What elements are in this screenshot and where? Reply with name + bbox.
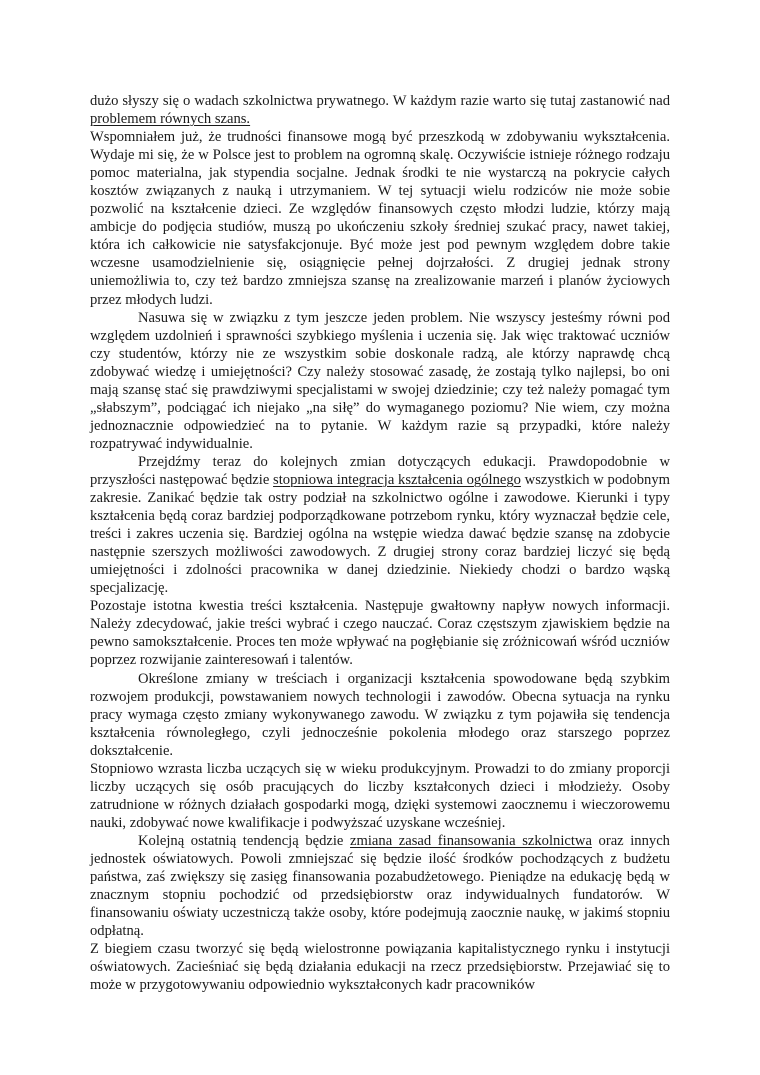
paragraph <box>90 453 670 597</box>
paragraph <box>90 128 670 308</box>
paragraph-text: Określone zmiany w treściach i organizacji kształcenia spowodowane będą szybkim rozwojem produkcji, powstawaniem nowych technologii i zawodów. Obecna sytuacja na rynku pracy wymaga często zmiany wykonywanego zawodu. W związku z tym pojawiła się tendencja kształcenia równoległego, czyli jednocześnie pokolenia młodego oraz starszego poprzez dokształcenie. <box>90 670 670 759</box>
paragraph-text: Stopniowo wzrasta liczba uczących się w wieku produkcyjnym. Prowadzi to do zmiany proporcji liczby uczących się osób pracujących do liczby kształconych dzieci i młodzieży. Osoby zatrudnione w różnych działach gospodarki mogą, dzięki systemowi zaocznemu i wieczorowemu nauki, zdobywać nowe kwalifikacje i podwyższać uzyskane wcześniej. <box>90 760 670 831</box>
paragraph <box>90 597 670 669</box>
paragraph-text: wszystkich w podobnym zakresie. Zanikać będzie tak ostry podział na szkolnictwo ogólne i zawodowe. Kierunki i typy kształcenia będą coraz bardziej podporządkowane potrzebom rynku, który wyznaczał będzie cele, treści i zakres uczenia się. Bardziej ogólna na wstępie wiedza dawać będzie szansę na zdobycie następnie szerszych możliwości zawodowych. Z drugiej strony coraz bardziej liczyć się będą umiejętności i zdolności pracownika w danej dziedzinie. Niekiedy chodzi o bardzo wąską specjalizację. <box>90 471 670 597</box>
paragraph-text: Pozostaje istotna kwestia treści kształcenia. Następuje gwałtowny napływ nowych informacji. Należy zdecydować, jakie treści wybrać i czego nauczać. Coraz częstszym zjawiskiem będzie na pewno samokształcenie. Proces ten może wpływać na pogłębianie się zróżnicowań wśród uczniów poprzez rozwijanie zainteresowań i talentów. <box>90 598 670 669</box>
paragraph <box>90 832 670 940</box>
paragraph <box>90 92 670 128</box>
paragraph-text: dużo słyszy się o wadach szkolnictwa prywatnego. W każdym razie warto się tutaj zastanowić nad <box>90 93 670 109</box>
paragraph-text: Kolejną ostatnią tendencją będzie <box>138 832 351 849</box>
paragraph <box>90 309 670 453</box>
paragraph <box>90 670 670 760</box>
paragraph-text: Nasuwa się w związku z tym jeszcze jeden problem. Nie wszyscy jesteśmy równi pod względem uzdolnień i sprawności szybkiego myślenia i uczenia się. Jak więc traktować uczniów czy studentów, którzy nie ze wszystkim sobie doskonale radzą, ale którzy naprawdę chcą zdobywać wiedzę i umiejętności? Czy należy stosować zasadę, że zostają tylko najlepsi, bo oni mają szansę stać się prawdziwymi specjalistami w swojej dziedzinie; czy też należy pomagać tym „słabszym”, podciągać ich niejako „na siłę” do wymaganego poziomu? Nie wiem, czy można jednoznacznie odpowiedzieć na to pytanie. W każdym razie są przypadki, które należy rozpatrywać indywidualnie. <box>90 309 670 452</box>
paragraph-text: Wspomniałem już, że trudności finansowe mogą być przeszkodą w zdobywaniu wykształcenia. Wydaje mi się, że w Polsce jest to problem na ogromną skalę. Oczywiście istnieje różnego rodzaju pomoc materialna, jak stypendia socjalne. Jednak środki te nie wystarczą na pokrycie całych kosztów związanych z nauką i utrzymaniem. W tej sytuacji wielu rodziców nie może sobie pozwolić na kształcenie dzieci. Ze względów finansowych często młodzi ludzie, którzy mają ambicje do podjęcia studiów, muszą po ukończeniu szkoły średniej szukać pracy, nawet takiej, która ich całkowicie nie satysfakcjonuje. Być może jest pod pewnym względem dobre takie wczesne usamodzielnienie się, osiągnięcie pełnej dojrzałości. Z drugiej jednak strony uniemożliwia to, czy też bardzo zmniejsza szansę na zrealizowanie marzeń i planów życiowych przez młodych ludzi. <box>90 129 670 308</box>
document-page <box>90 92 670 994</box>
paragraph <box>90 760 670 832</box>
paragraph-text: oraz innych jednostek oświatowych. Powoli zmniejszać się będzie ilość środków pochodzących z budżetu państwa, zaś zwiększy się zasięg finansowania pozabudżetowego. Pieniądze na edukację będą w znacznym stopniu pochodzić od przedsiębiorstw oraz indywidualnych fundatorów. W finansowaniu oświaty uczestniczą także osoby, które podejmują zaocznie naukę, w jakimś stopniu odpłatną. <box>90 832 670 940</box>
underlined-phrase: stopniowa integracja kształcenia ogólnego <box>273 471 521 488</box>
paragraph-text: Z biegiem czasu tworzyć się będą wielostronne powiązania kapitalistycznego rynku i instytucji oświatowych. Zacieśniać się będą działania edukacji na rzecz przedsiębiorstw. Przejawiać się to może w przygotowywaniu odpowiednio wykształconych kadr pracowników <box>90 941 670 994</box>
paragraph <box>90 940 670 994</box>
underlined-phrase: problemem równych szans. <box>90 111 251 128</box>
underlined-phrase: zmiana zasad finansowania szkolnictwa <box>350 832 592 849</box>
paragraph-text: Przejdźmy teraz do kolejnych zmian dotyczących edukacji. Prawdopodobnie w przyszłości następować będzie <box>90 453 670 488</box>
